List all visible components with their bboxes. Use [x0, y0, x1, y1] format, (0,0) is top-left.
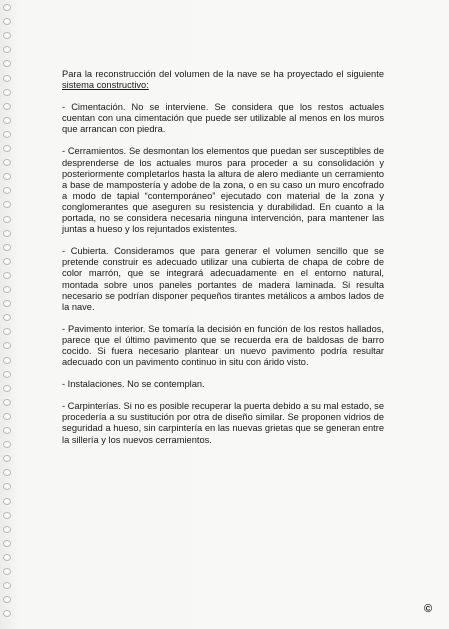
binding-ring	[3, 427, 11, 434]
binding-ring	[3, 60, 11, 67]
binding-ring	[3, 385, 11, 392]
binding-ring	[3, 399, 11, 406]
spiral-binding	[0, 4, 14, 625]
binding-ring	[3, 596, 11, 603]
paragraph-carpinterias: - Carpinterías. Si no es posible recuperar la puerta debido a su mal estado, se procedería a su sustitución por otra de diseño similar. Se proponen vidrios de seguridad a hueso, sin carpintería en las nuevas grietas que se generan entre la sillería y los nuevos cerramientos.	[62, 401, 384, 445]
binding-ring	[3, 554, 11, 561]
binding-ring	[3, 32, 11, 39]
paragraph-instalaciones: - Instalaciones. No se contemplan.	[62, 379, 205, 390]
binding-ring	[3, 568, 11, 575]
intro-paragraph	[62, 69, 384, 91]
binding-ring	[3, 75, 11, 82]
paragraph-cerramientos: - Cerramientos. Se desmontan los elementos que puedan ser susceptibles de desprenderse de los actuales muros para proceder a su consolidación y posteriormente completarlos hasta la altura de alero mediante un cerramiento a base de mampostería y adobe de la zona, o en su caso un muro encofrado a modo de tapial “contemporáneo” ejecutado con material de la zona y conglomerantes que aseguren su resistencia y durabilidad. En cuanto a la portada, no se considera necesaria ninguna intervención, para mantener las juntas a hueso y los rejuntados existentes.	[62, 146, 384, 235]
intro-text: Para la reconstrucción del volumen de la nave se ha proyectado el siguiente	[62, 69, 384, 79]
binding-ring	[3, 371, 11, 378]
binding-ring	[3, 582, 11, 589]
binding-ring	[3, 159, 11, 166]
binding-ring	[3, 328, 11, 335]
binding-ring	[3, 610, 11, 617]
binding-ring	[3, 230, 11, 237]
binding-ring	[3, 4, 11, 11]
binding-ring	[3, 216, 11, 223]
binding-ring	[3, 342, 11, 349]
intro-underlined: sistema constructivo:	[62, 80, 149, 91]
binding-ring	[3, 131, 11, 138]
paragraph-pavimento: - Pavimento interior. Se tomaría la decisión en función de los restos hallados, parece que el último pavimento que se recuerda era de baldosas de barro cocido. Si fuera necesario plantear un nuevo pavimento podría resultar adecuado con un pavimento continuo in situ con árido visto.	[62, 323, 384, 368]
binding-ring	[3, 272, 11, 279]
binding-ring	[3, 89, 11, 96]
binding-ring	[3, 103, 11, 110]
binding-ring	[3, 286, 11, 293]
binding-ring	[3, 46, 11, 53]
paragraph-cimentacion: - Cimentación. No se interviene. Se considera que los restos actuales cuentan con una cimentación que puede ser utilizable al menos en los muros que arrancan con piedra.	[62, 102, 384, 135]
binding-ring	[3, 18, 11, 25]
binding-ring	[3, 145, 11, 152]
binding-ring	[3, 201, 11, 208]
binding-ring	[3, 413, 11, 420]
binding-ring	[3, 117, 11, 124]
binding-ring	[3, 498, 11, 505]
binding-ring	[3, 469, 11, 476]
binding-ring	[3, 483, 11, 490]
binding-ring	[3, 244, 11, 251]
copyright-mark: ©	[424, 603, 433, 615]
binding-ring	[3, 441, 11, 448]
binding-ring	[3, 173, 11, 180]
document-body	[62, 69, 384, 457]
binding-ring	[3, 314, 11, 321]
binding-ring	[3, 300, 11, 307]
paragraph-cubierta: - Cubierta. Consideramos que para generar el volumen sencillo que se pretende construir es adecuado utilizar una cubierta de chapa de cobre de color marrón, que se integrará adecuadamente en el entorno natural, montada sobre unos paneles portantes de madera laminada. Si resulta necesario se podrían disponer pequeños tirantes metálicos a ambos lados de la nave.	[62, 246, 384, 312]
binding-ring	[3, 512, 11, 519]
binding-ring	[3, 357, 11, 364]
binding-ring	[3, 455, 11, 462]
binding-ring	[3, 526, 11, 533]
binding-ring	[3, 258, 11, 265]
binding-ring	[3, 540, 11, 547]
binding-ring	[3, 187, 11, 194]
